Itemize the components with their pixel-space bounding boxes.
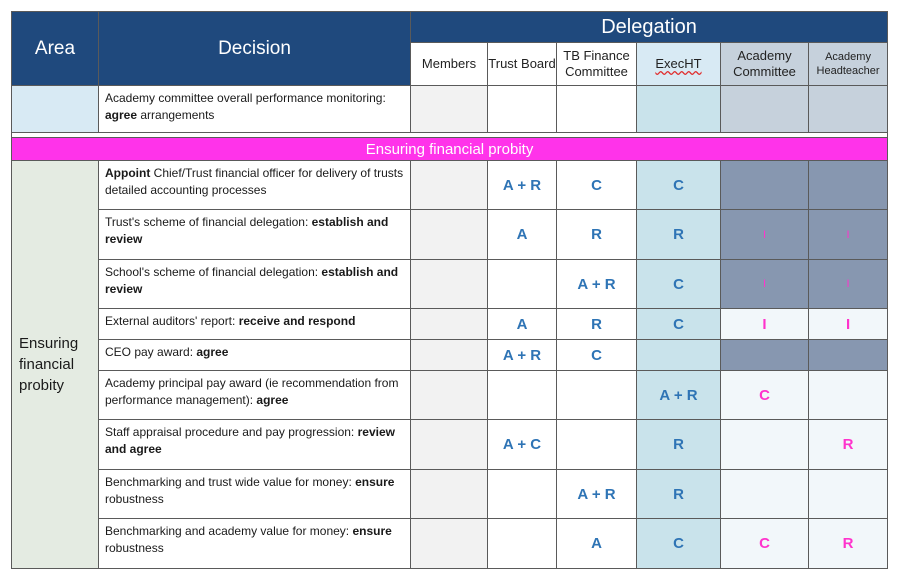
delegation-header: Delegation (411, 12, 888, 43)
table-row-top (12, 86, 888, 133)
col-members-header: Members (411, 43, 488, 86)
members-cell (411, 420, 488, 470)
trust-board-cell (488, 470, 557, 519)
decision-cell: Appoint Chief/Trust financial officer for delivery of trusts detailed accounting processes (99, 161, 411, 210)
exec-ht-cell: C (637, 161, 721, 210)
decision-header: Decision (99, 12, 411, 86)
table-row (12, 161, 888, 210)
decision-cell: Benchmarking and trust wide value for money: ensure robustness (99, 470, 411, 519)
delegation-table (11, 11, 888, 569)
table-row (12, 519, 888, 569)
academy-committee-cell (721, 420, 809, 470)
members-cell (411, 519, 488, 569)
members-cell (411, 161, 488, 210)
table-row (12, 260, 888, 309)
exec-ht-label: ExecHT (655, 56, 702, 71)
academy-head-cell: I (809, 260, 888, 309)
table-row (12, 420, 888, 470)
decision-cell: Academy committee overall performance monitoring: agree arrangements (99, 86, 411, 133)
exec-ht-cell: C (637, 309, 721, 340)
academy-committee-cell: I (721, 309, 809, 340)
area-cell-empty (12, 86, 99, 133)
section-banner: Ensuring financial probity (12, 138, 888, 161)
academy-committee-cell: I (721, 210, 809, 260)
academy-head-cell: I (809, 210, 888, 260)
tb-finance-cell (557, 420, 637, 470)
exec-ht-cell (637, 340, 721, 371)
decision-cell: School's scheme of financial delegation: establish and review (99, 260, 411, 309)
tb-finance-cell: A (557, 519, 637, 569)
tb-finance-cell (557, 371, 637, 420)
tb-finance-cell: A + R (557, 470, 637, 519)
academy-committee-cell (721, 161, 809, 210)
members-cell (411, 260, 488, 309)
exec-ht-cell: C (637, 519, 721, 569)
tb-finance-cell: C (557, 340, 637, 371)
area-label: Ensuring financial probity (19, 335, 79, 394)
tb-finance-cell: A + R (557, 260, 637, 309)
academy-head-cell: R (809, 519, 888, 569)
academy-committee-cell (721, 340, 809, 371)
academy-committee-cell: C (721, 371, 809, 420)
section-banner-row (12, 138, 888, 161)
members-cell (411, 309, 488, 340)
table-row (12, 371, 888, 420)
academy-head-cell: R (809, 420, 888, 470)
col-academy-headteacher-header: Academy Headteacher (809, 43, 888, 86)
table-row (12, 210, 888, 260)
trust-board-cell: A + C (488, 420, 557, 470)
decision-cell: External auditors' report: receive and respond (99, 309, 411, 340)
trust-board-cell (488, 260, 557, 309)
academy-head-cell (809, 470, 888, 519)
exec-ht-cell: C (637, 260, 721, 309)
area-cell (12, 161, 99, 569)
table-row (12, 340, 888, 371)
members-cell (411, 340, 488, 371)
trust-board-cell (488, 86, 557, 133)
decision-cell: Trust's scheme of financial delegation: establish and review (99, 210, 411, 260)
col-tb-finance-header: TB Finance Committee (557, 43, 637, 86)
table-row (12, 309, 888, 340)
tb-finance-cell: R (557, 210, 637, 260)
col-exec-ht-header (637, 43, 721, 86)
exec-ht-cell: A + R (637, 371, 721, 420)
col-trust-board-header: Trust Board (488, 43, 557, 86)
tb-finance-cell: C (557, 161, 637, 210)
table-row (12, 470, 888, 519)
tb-finance-cell (557, 86, 637, 133)
exec-ht-cell (637, 86, 721, 133)
trust-board-cell (488, 519, 557, 569)
decision-cell: Academy principal pay award (ie recommendation from performance management): agree (99, 371, 411, 420)
area-header: Area (12, 12, 99, 86)
academy-committee-cell (721, 470, 809, 519)
academy-head-cell (809, 86, 888, 133)
academy-head-cell: I (809, 309, 888, 340)
members-cell (411, 371, 488, 420)
members-cell (411, 210, 488, 260)
decision-cell: Benchmarking and academy value for money: ensure robustness (99, 519, 411, 569)
trust-board-cell: A (488, 309, 557, 340)
trust-board-cell: A + R (488, 340, 557, 371)
tb-finance-cell: R (557, 309, 637, 340)
decision-cell: Staff appraisal procedure and pay progression: review and agree (99, 420, 411, 470)
members-cell (411, 470, 488, 519)
trust-board-cell: A (488, 210, 557, 260)
exec-ht-cell: R (637, 420, 721, 470)
decision-cell: CEO pay award: agree (99, 340, 411, 371)
academy-committee-cell (721, 86, 809, 133)
trust-board-cell: A + R (488, 161, 557, 210)
academy-head-cell (809, 371, 888, 420)
exec-ht-cell: R (637, 210, 721, 260)
academy-committee-cell: I (721, 260, 809, 309)
trust-board-cell (488, 371, 557, 420)
members-cell (411, 86, 488, 133)
academy-committee-cell: C (721, 519, 809, 569)
exec-ht-cell: R (637, 470, 721, 519)
academy-head-cell (809, 161, 888, 210)
col-academy-committee-header: Academy Committee (721, 43, 809, 86)
delegation-table-wrapper (11, 11, 888, 569)
academy-head-cell (809, 340, 888, 371)
